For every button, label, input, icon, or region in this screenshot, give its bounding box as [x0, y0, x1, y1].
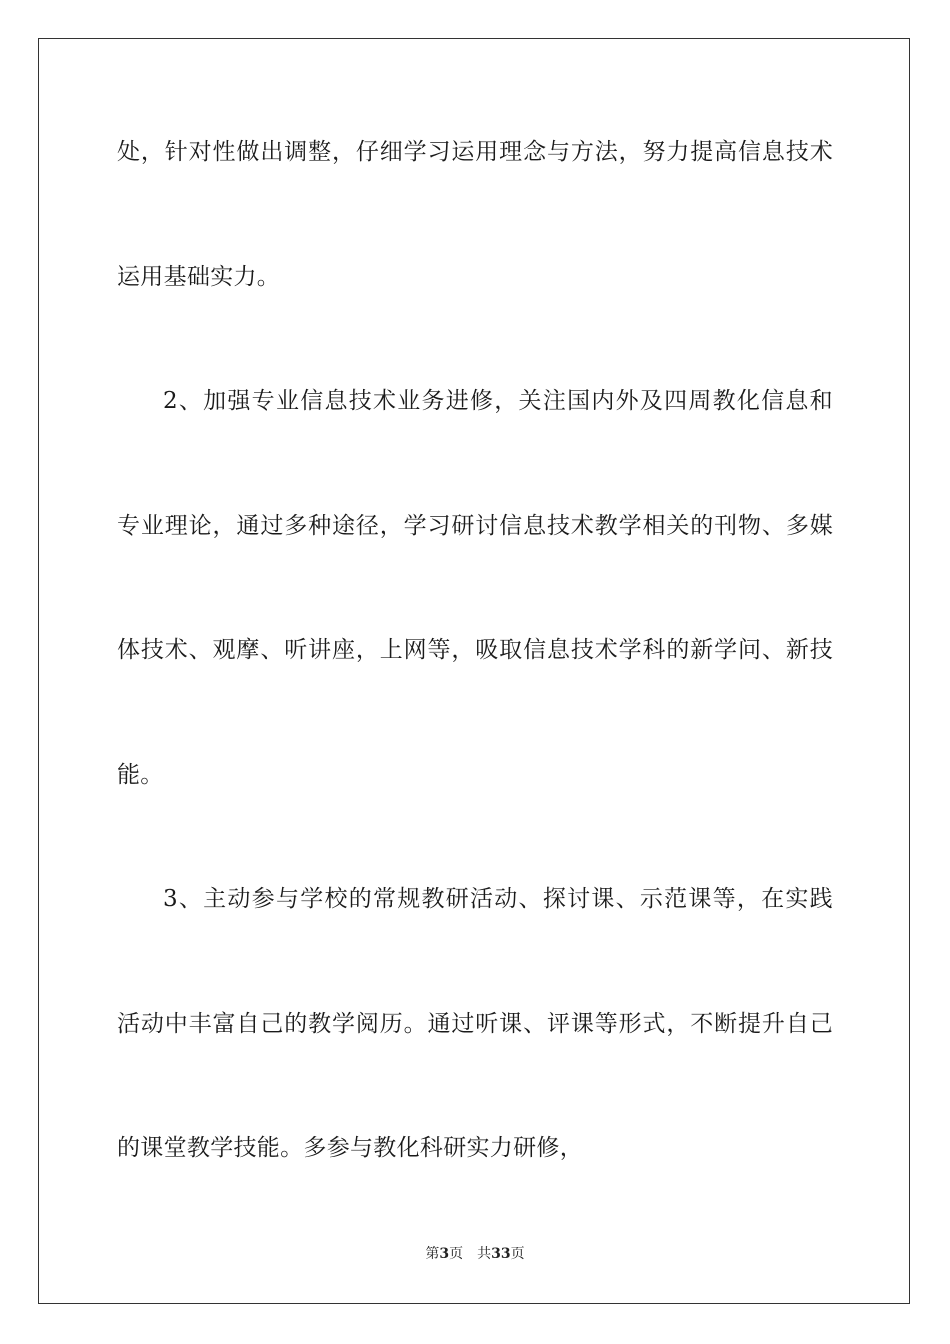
page-suffix: 页 — [449, 1246, 464, 1262]
page-footer — [0, 1244, 950, 1264]
total-prefix: 共 — [477, 1246, 492, 1262]
page-prefix: 第 — [425, 1246, 440, 1262]
total-pages: 33 — [491, 1246, 511, 1262]
paragraph-3-line-3: 的课堂教学技能。多参与教化科研实力研修， — [117, 1135, 583, 1161]
paragraph-2-line-4: 能。 — [117, 762, 164, 788]
paragraph-3-line-2: 活动中丰富自己的教学阅历。通过听课、评课等形式，不断提升自己 — [117, 1011, 833, 1037]
page-border — [38, 38, 910, 1304]
paragraph-2-line-3: 体技术、观摩、听讲座，上网等，吸取信息技术学科的新学问、新技 — [117, 637, 833, 663]
paragraph-1-line-2: 运用基础实力。 — [117, 264, 281, 290]
paragraph-1-line-1: 处，针对性做出调整，仔细学习运用理念与方法，努力提高信息技术 — [117, 139, 833, 165]
paragraph-2-line-2: 专业理论，通过多种途径，学习研讨信息技术教学相关的刊物、多媒 — [117, 513, 833, 539]
page-number: 3 — [439, 1246, 450, 1262]
paragraph-3-line-1: 3、主动参与学校的常规教研活动、探讨课、示范课等，在实践 — [163, 886, 833, 912]
paragraph-2-line-1: 2、加强专业信息技术业务进修，关注国内外及四周教化信息和 — [163, 388, 833, 414]
total-suffix: 页 — [510, 1246, 525, 1262]
